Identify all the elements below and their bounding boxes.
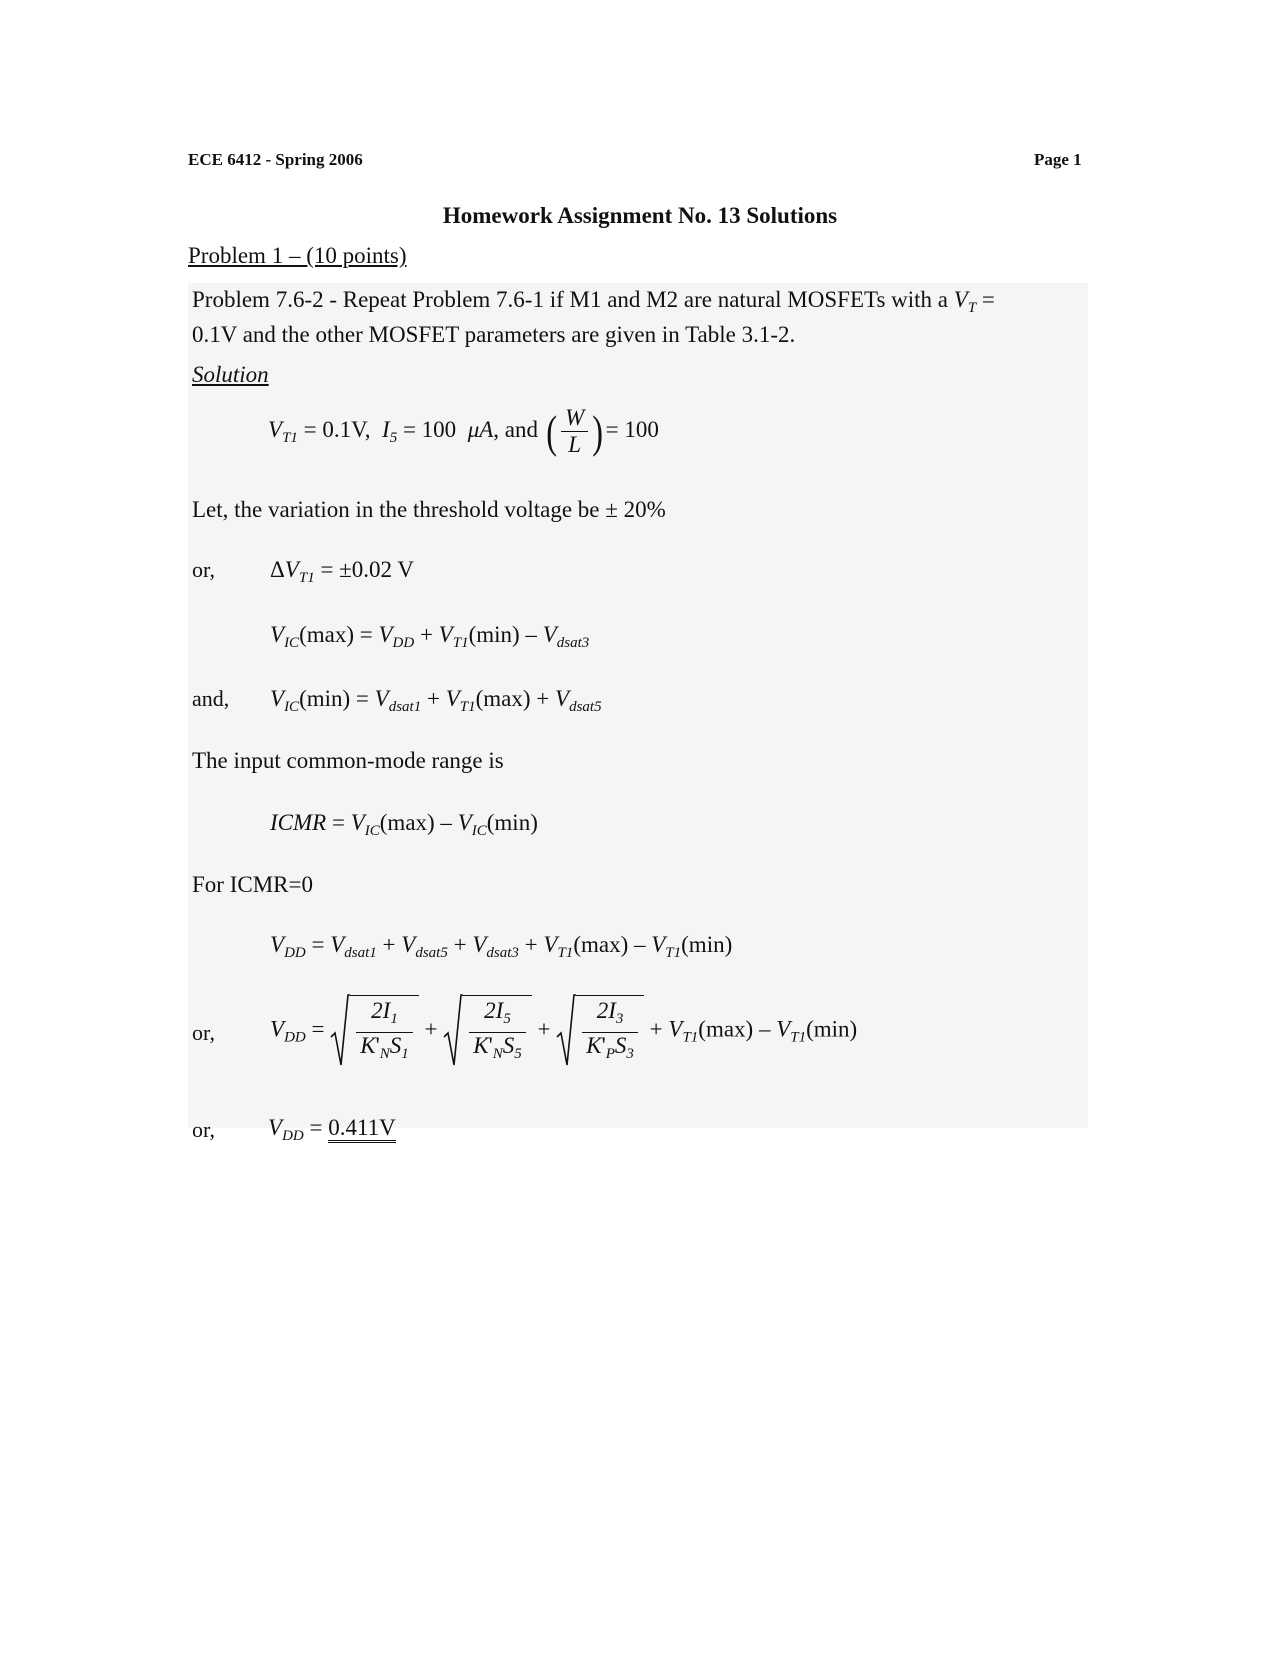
i5-value: = 100	[402, 416, 457, 442]
icmr-intro: The input common-mode range is	[192, 748, 504, 773]
or-label-3: or,	[192, 1117, 215, 1142]
vdd-sqrt-equation: $V_{DD}$ = $\frac{2I_1}{K'_NS_1}$ + $\frac{2I_5}{K'_NS_5}$ + $\frac{2I_3}{K'_PS_3}$ + $V_{T1}(\max) - V_{T1}(\min)$	[270, 995, 857, 1067]
result-value: 0.411V	[328, 1115, 396, 1143]
right-paren: )	[592, 405, 604, 457]
sqrt-term-1: $\frac{2I_1}{K'_NS_1}$	[330, 995, 419, 1067]
vdd-sum-equation: $V_{DD} = V_{dsat1} + V_{dsat5} + V_{dsat3} + V_{T1}(\max) - V_{T1}(\min)$	[270, 932, 733, 961]
statement-text: Problem 7.6-2 - Repeat Problem 7.6-1 if M1 and M2 are natural MOSFETs with a	[192, 287, 954, 312]
sqrt-term-2: $\frac{2I_5}{K'_NS_5}$	[443, 995, 532, 1067]
statement-sub: T	[967, 300, 977, 316]
current-unit: μA	[467, 416, 494, 442]
document-title: Homework Assignment No. 13 Solutions	[442, 203, 838, 228]
page-number: Page 1	[1034, 150, 1082, 169]
delta-vt1-equation: $\Delta V_{T1} = \pm 0.02$ V	[270, 557, 414, 586]
radical-icon	[556, 993, 576, 1067]
solution-label: Solution	[192, 362, 269, 387]
and-label: and,	[192, 686, 230, 711]
vic-min-equation: $V_{IC}(\min) = V_{dsat1} + V_{T1}(\max) + V_{dsat5}$	[270, 686, 602, 715]
radical-icon	[330, 993, 350, 1067]
icmr-zero-text: For ICMR=0	[192, 872, 313, 897]
vt1-value: = 0.1V,	[303, 416, 371, 442]
course-header: ECE 6412 - Spring 2006	[188, 150, 363, 169]
statement-eq: =	[976, 287, 995, 312]
or-label-1: or,	[192, 557, 215, 582]
left-paren: (	[546, 405, 557, 457]
given-equation: $V_{T1} = 0.1V$, $I_5 = 100$ μA, and ( $\frac{W}{L}$ )= 100	[268, 405, 659, 457]
and-text: , and	[493, 416, 539, 442]
result-equation: $V_{DD} = 0.411V$	[268, 1115, 396, 1144]
statement-var: V	[953, 287, 968, 312]
problem-statement-line1	[192, 287, 995, 317]
w-symbol: W	[565, 405, 585, 430]
variation-text: Let, the variation in the threshold voltage be ± 20%	[192, 497, 666, 522]
problem-statement-line2: 0.1V and the other MOSFET parameters are given in Table 3.1-2.	[192, 322, 796, 347]
problem-heading: Problem 1 – (10 points)	[188, 243, 407, 268]
or-label-2: or,	[192, 1020, 215, 1045]
l-symbol: L	[568, 432, 582, 457]
radical-icon	[443, 993, 463, 1067]
vic-max-equation: $V_{IC}(\max) = V_{DD} + V_{T1}(\min) - V_{dsat3}$	[270, 622, 590, 651]
delta-vt1-value: = ±0.02 V	[320, 557, 414, 582]
wl-ratio-value: = 100	[605, 416, 659, 442]
icmr-equation: ICMR = $V_{IC}(\max) - V_{IC}(\min)$	[270, 810, 538, 839]
icmr-symbol: ICMR	[270, 810, 327, 835]
w-over-l	[561, 405, 588, 458]
sqrt-term-3: $\frac{2I_3}{K'_PS_3}$	[556, 995, 644, 1067]
